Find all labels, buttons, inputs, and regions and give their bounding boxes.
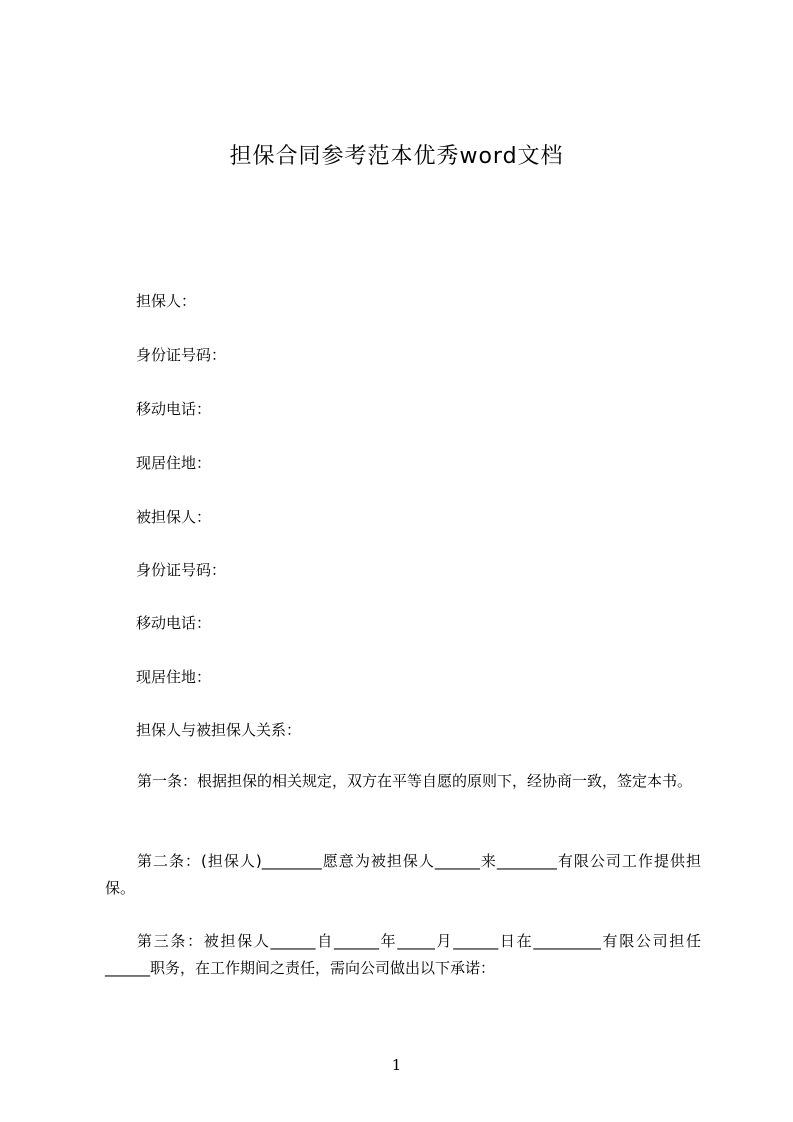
clause-3: 第三条：被担保人______自______年_____月______日在_________有限公司担任______职务，在工作期间之责任，需向公司做出以下承诺： — [105, 932, 701, 977]
guaranteed-id-label: 身份证号码： — [136, 561, 227, 579]
guarantor-address-label: 现居住地： — [136, 454, 212, 472]
guarantor-id-label: 身份证号码： — [136, 346, 227, 364]
relationship-label: 担保人与被担保人关系： — [136, 721, 302, 739]
guaranteed-phone-label: 移动电话： — [136, 614, 212, 632]
clause-1: 第一条：根据担保的相关规定，双方在平等自愿的原则下，经协商一致，签定本书。 — [137, 772, 693, 790]
guarantor-phone-label: 移动电话： — [136, 400, 212, 418]
guarantor-label: 担保人： — [136, 292, 197, 310]
clause-2: 第二条：(担保人)________愿意为被担保人______来________有限公司工作提供担保。 — [105, 852, 701, 897]
document-title: 担保合同参考范本优秀word文档 — [229, 144, 564, 169]
guaranteed-address-label: 现居住地： — [136, 668, 212, 686]
guaranteed-label: 被担保人： — [136, 508, 212, 526]
page-number: 1 — [391, 1056, 402, 1074]
